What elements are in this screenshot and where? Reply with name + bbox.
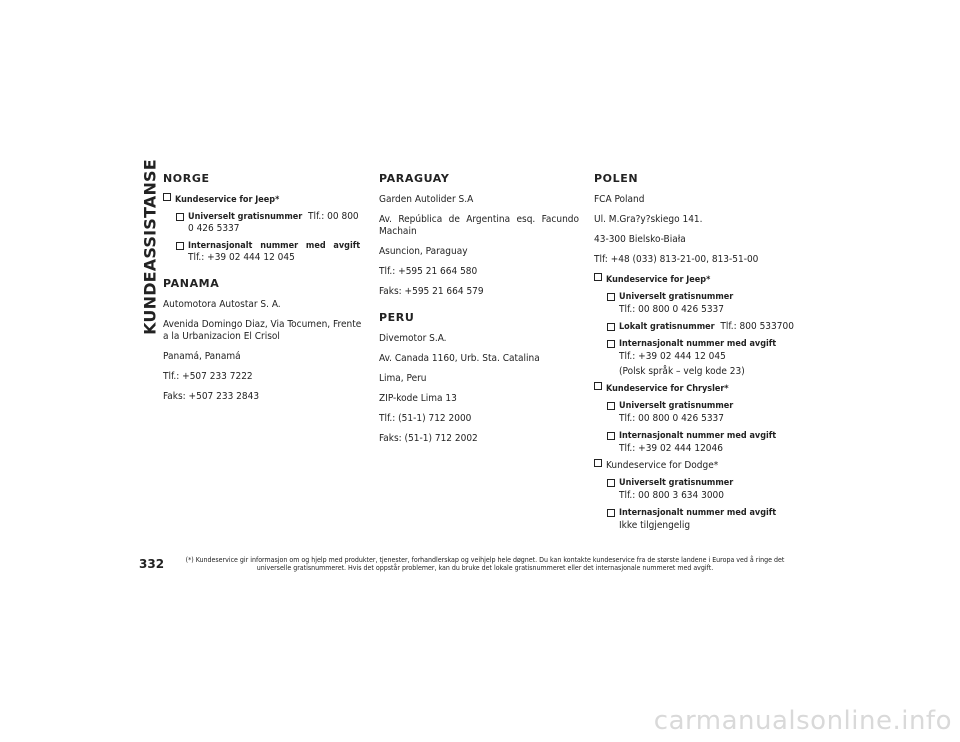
norge-sub2-label: Internasjonalt nummer med avgift	[188, 241, 361, 251]
page-number: 332	[139, 557, 165, 571]
polen-jeep-s1-label: Universelt gratisnummer	[619, 292, 734, 302]
polen-dodge-s1-label: Universelt gratisnummer	[619, 478, 734, 488]
heading-peru: PERU	[379, 311, 415, 324]
column-right	[594, 172, 794, 537]
polen-chrysler-sub-2	[607, 430, 794, 455]
paraguay-line: Tlf.: +595 21 664 580	[379, 266, 478, 277]
polen-jeep-s3-note: (Polsk språk – velg kode 23)	[619, 366, 745, 377]
polen-dodge-s2-value: Ikke tilgjengelig	[619, 520, 691, 531]
heading-paraguay: PARAGUAY	[379, 172, 450, 185]
checkbox-bullet-icon	[607, 402, 615, 410]
polen-jeep-item	[594, 274, 794, 286]
panama-line: Avenida Domingo Diaz, Via Tocumen, Frente a la Urbanizacion El Crisol	[163, 319, 362, 342]
norge-sub1-label: Universelt gratisnummer	[188, 212, 303, 222]
polen-line: FCA Poland	[594, 194, 645, 205]
norge-jeep-item	[163, 194, 363, 206]
checkbox-bullet-icon	[607, 293, 615, 301]
panama-line: Faks: +507 233 2843	[163, 391, 260, 402]
polen-jeep-s3-label: Internasjonalt nummer med avgift	[619, 339, 777, 349]
paraguay-line: Asuncion, Paraguay	[379, 246, 468, 257]
peru-line: Av. Canada 1160, Urb. Sta. Catalina	[379, 353, 540, 364]
watermark: carmanualsonline.info	[653, 706, 952, 736]
polen-line: 43-300 Bielsko-Biała	[594, 234, 686, 245]
polen-chrysler-s2-label: Internasjonalt nummer med avgift	[619, 431, 777, 441]
peru-line: ZIP-kode Lima 13	[379, 393, 457, 404]
heading-polen: POLEN	[594, 172, 639, 185]
heading-norge: NORGE	[163, 172, 210, 185]
polen-jeep-title: Kundeservice for Jeep*	[606, 275, 711, 285]
checkbox-bullet-icon	[163, 193, 171, 201]
paraguay-line: Garden Autolider S.A	[379, 194, 474, 205]
column-left	[163, 172, 363, 411]
checkbox-bullet-icon	[607, 509, 615, 517]
polen-dodge-title: Kundeservice for Dodge*	[606, 460, 719, 471]
norge-sub-item-2	[176, 240, 363, 264]
polen-jeep-s1-value: Tlf.: 00 800 0 426 5337	[619, 304, 724, 315]
column-middle	[379, 172, 579, 453]
checkbox-bullet-icon	[176, 242, 184, 250]
checkbox-bullet-icon	[594, 382, 602, 390]
checkbox-bullet-icon	[594, 459, 602, 467]
polen-chrysler-sub-1	[607, 400, 794, 425]
checkbox-bullet-icon	[607, 340, 615, 348]
polen-jeep-s2-label: Lokalt gratisnummer	[619, 322, 715, 332]
peru-line: Divemotor S.A.	[379, 333, 447, 344]
norge-sub-item-1	[176, 211, 363, 235]
checkbox-bullet-icon	[607, 323, 615, 331]
panama-line: Panamá, Panamá	[163, 351, 241, 362]
checkbox-bullet-icon	[594, 273, 602, 281]
checkbox-bullet-icon	[176, 213, 184, 221]
paraguay-line: Av. República de Argentina esq. Facundo Machain	[379, 214, 579, 237]
polen-chrysler-s1-value: Tlf.: 00 800 0 426 5337	[619, 413, 724, 424]
paraguay-line: Faks: +595 21 664 579	[379, 286, 484, 297]
footnote: (*) Kundeservice gir informasjon om og hjelp med produkter, tjenester, forhandlerskap og veihjelp hele døgnet. Du kan kontakte kundeservice fra de største landene i Europa ved å ringe det universelle gratisnummeret. Hvis det oppstår problemer, kan du bruke det lokale gratisnummeret eller det internasjonale nummeret med avgift.	[185, 556, 785, 572]
polen-jeep-s3-value: Tlf.: +39 02 444 12 045	[619, 351, 726, 362]
polen-line: Ul. M.Gra?y?skiego 141.	[594, 214, 703, 225]
peru-line: Tlf.: (51-1) 712 2000	[379, 413, 472, 424]
polen-dodge-s2-label: Internasjonalt nummer med avgift	[619, 508, 777, 518]
polen-jeep-sub-3	[607, 338, 794, 378]
panama-line: Tlf.: +507 233 7222	[163, 371, 253, 382]
polen-dodge-sub-1	[607, 477, 794, 502]
polen-chrysler-item	[594, 383, 794, 395]
checkbox-bullet-icon	[607, 432, 615, 440]
polen-dodge-sub-2	[607, 507, 794, 532]
polen-jeep-sub-2	[607, 321, 794, 333]
polen-line: Tlf: +48 (033) 813-21-00, 813-51-00	[594, 254, 759, 265]
polen-jeep-sub-1	[607, 291, 794, 316]
norge-sub1-value: Tlf.: 00 800 0 426 5337	[188, 211, 359, 234]
polen-dodge-item	[594, 460, 794, 472]
polen-dodge-s1-value: Tlf.: 00 800 3 634 3000	[619, 490, 724, 501]
polen-chrysler-s2-value: Tlf.: +39 02 444 12046	[619, 443, 723, 454]
checkbox-bullet-icon	[607, 479, 615, 487]
norge-sub2-value: Tlf.: +39 02 444 12 045	[188, 252, 295, 263]
peru-line: Lima, Peru	[379, 373, 427, 384]
section-side-title	[138, 159, 162, 335]
panama-line: Automotora Autostar S. A.	[163, 299, 281, 310]
polen-chrysler-title: Kundeservice for Chrysler*	[606, 384, 729, 394]
norge-jeep-title: Kundeservice for Jeep*	[175, 195, 280, 205]
section-side-title-text: KUNDEASSISTANSE	[140, 159, 160, 335]
polen-chrysler-s1-label: Universelt gratisnummer	[619, 401, 734, 411]
heading-panama: PANAMA	[163, 277, 220, 290]
peru-line: Faks: (51-1) 712 2002	[379, 433, 478, 444]
polen-jeep-s2-value: Tlf.: 800 533700	[720, 321, 794, 332]
